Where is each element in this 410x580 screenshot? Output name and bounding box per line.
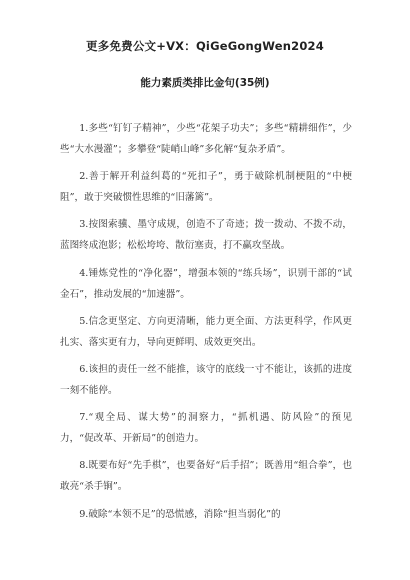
paragraph-9: 9.破除“本领不足”的恐慌感，消除“担当弱化”的	[79, 508, 281, 520]
promo-header: 更多免费公文+VX：QiGeGongWen2024	[86, 39, 324, 53]
paragraph-4: 4.锤炼党性的“净化器”，增强本领的“练兵场”，识别干部的“试金石”，推动发展的“加速器”。	[60, 267, 352, 300]
paragraph-3: 3.按图索骥、墨守成规，创造不了奇迹；拨一拨动、不拨不动，蓝图终成泡影；松松垮垮、散衍塞责，打不赢攻坚战。	[60, 219, 352, 252]
paragraph-1: 1.多些“钉钉子精神”，少些“花架子功夫”；多些“精耕细作”，少些“大水漫灌”；多攀登“陡峭山峰”多化解“复杂矛盾”。	[60, 123, 352, 155]
paragraph-8: 8.既要布好“先手棋”，也要备好“后手招”；既善用“组合拳”，也敢亮“杀手锏”。	[60, 460, 352, 493]
document-title: 能力素质类排比金句(35例)	[140, 77, 270, 89]
paragraph-7: 7.“观全局、谋大势”的洞察力，“抓机遇、防风险”的预见力，“促改革、开新局”的创造力。	[60, 412, 352, 445]
paragraph-5: 5.信念更坚定、方向更清晰，能力更全面、方法更科学，作风更扎实、落实更有力，导向更鲜明、成效更突出。	[60, 315, 352, 348]
paragraph-6: 6.该担的责任一丝不能推，该守的底线一寸不能让，该抓的进度一刻不能停。	[60, 363, 352, 396]
document-body	[60, 118, 352, 531]
paragraph-2: 2.善于解开利益纠葛的“死扣子”，勇于破除机制梗阻的“中梗阻”，敢于突破惯性思维的“旧藩篱”。	[60, 171, 352, 204]
